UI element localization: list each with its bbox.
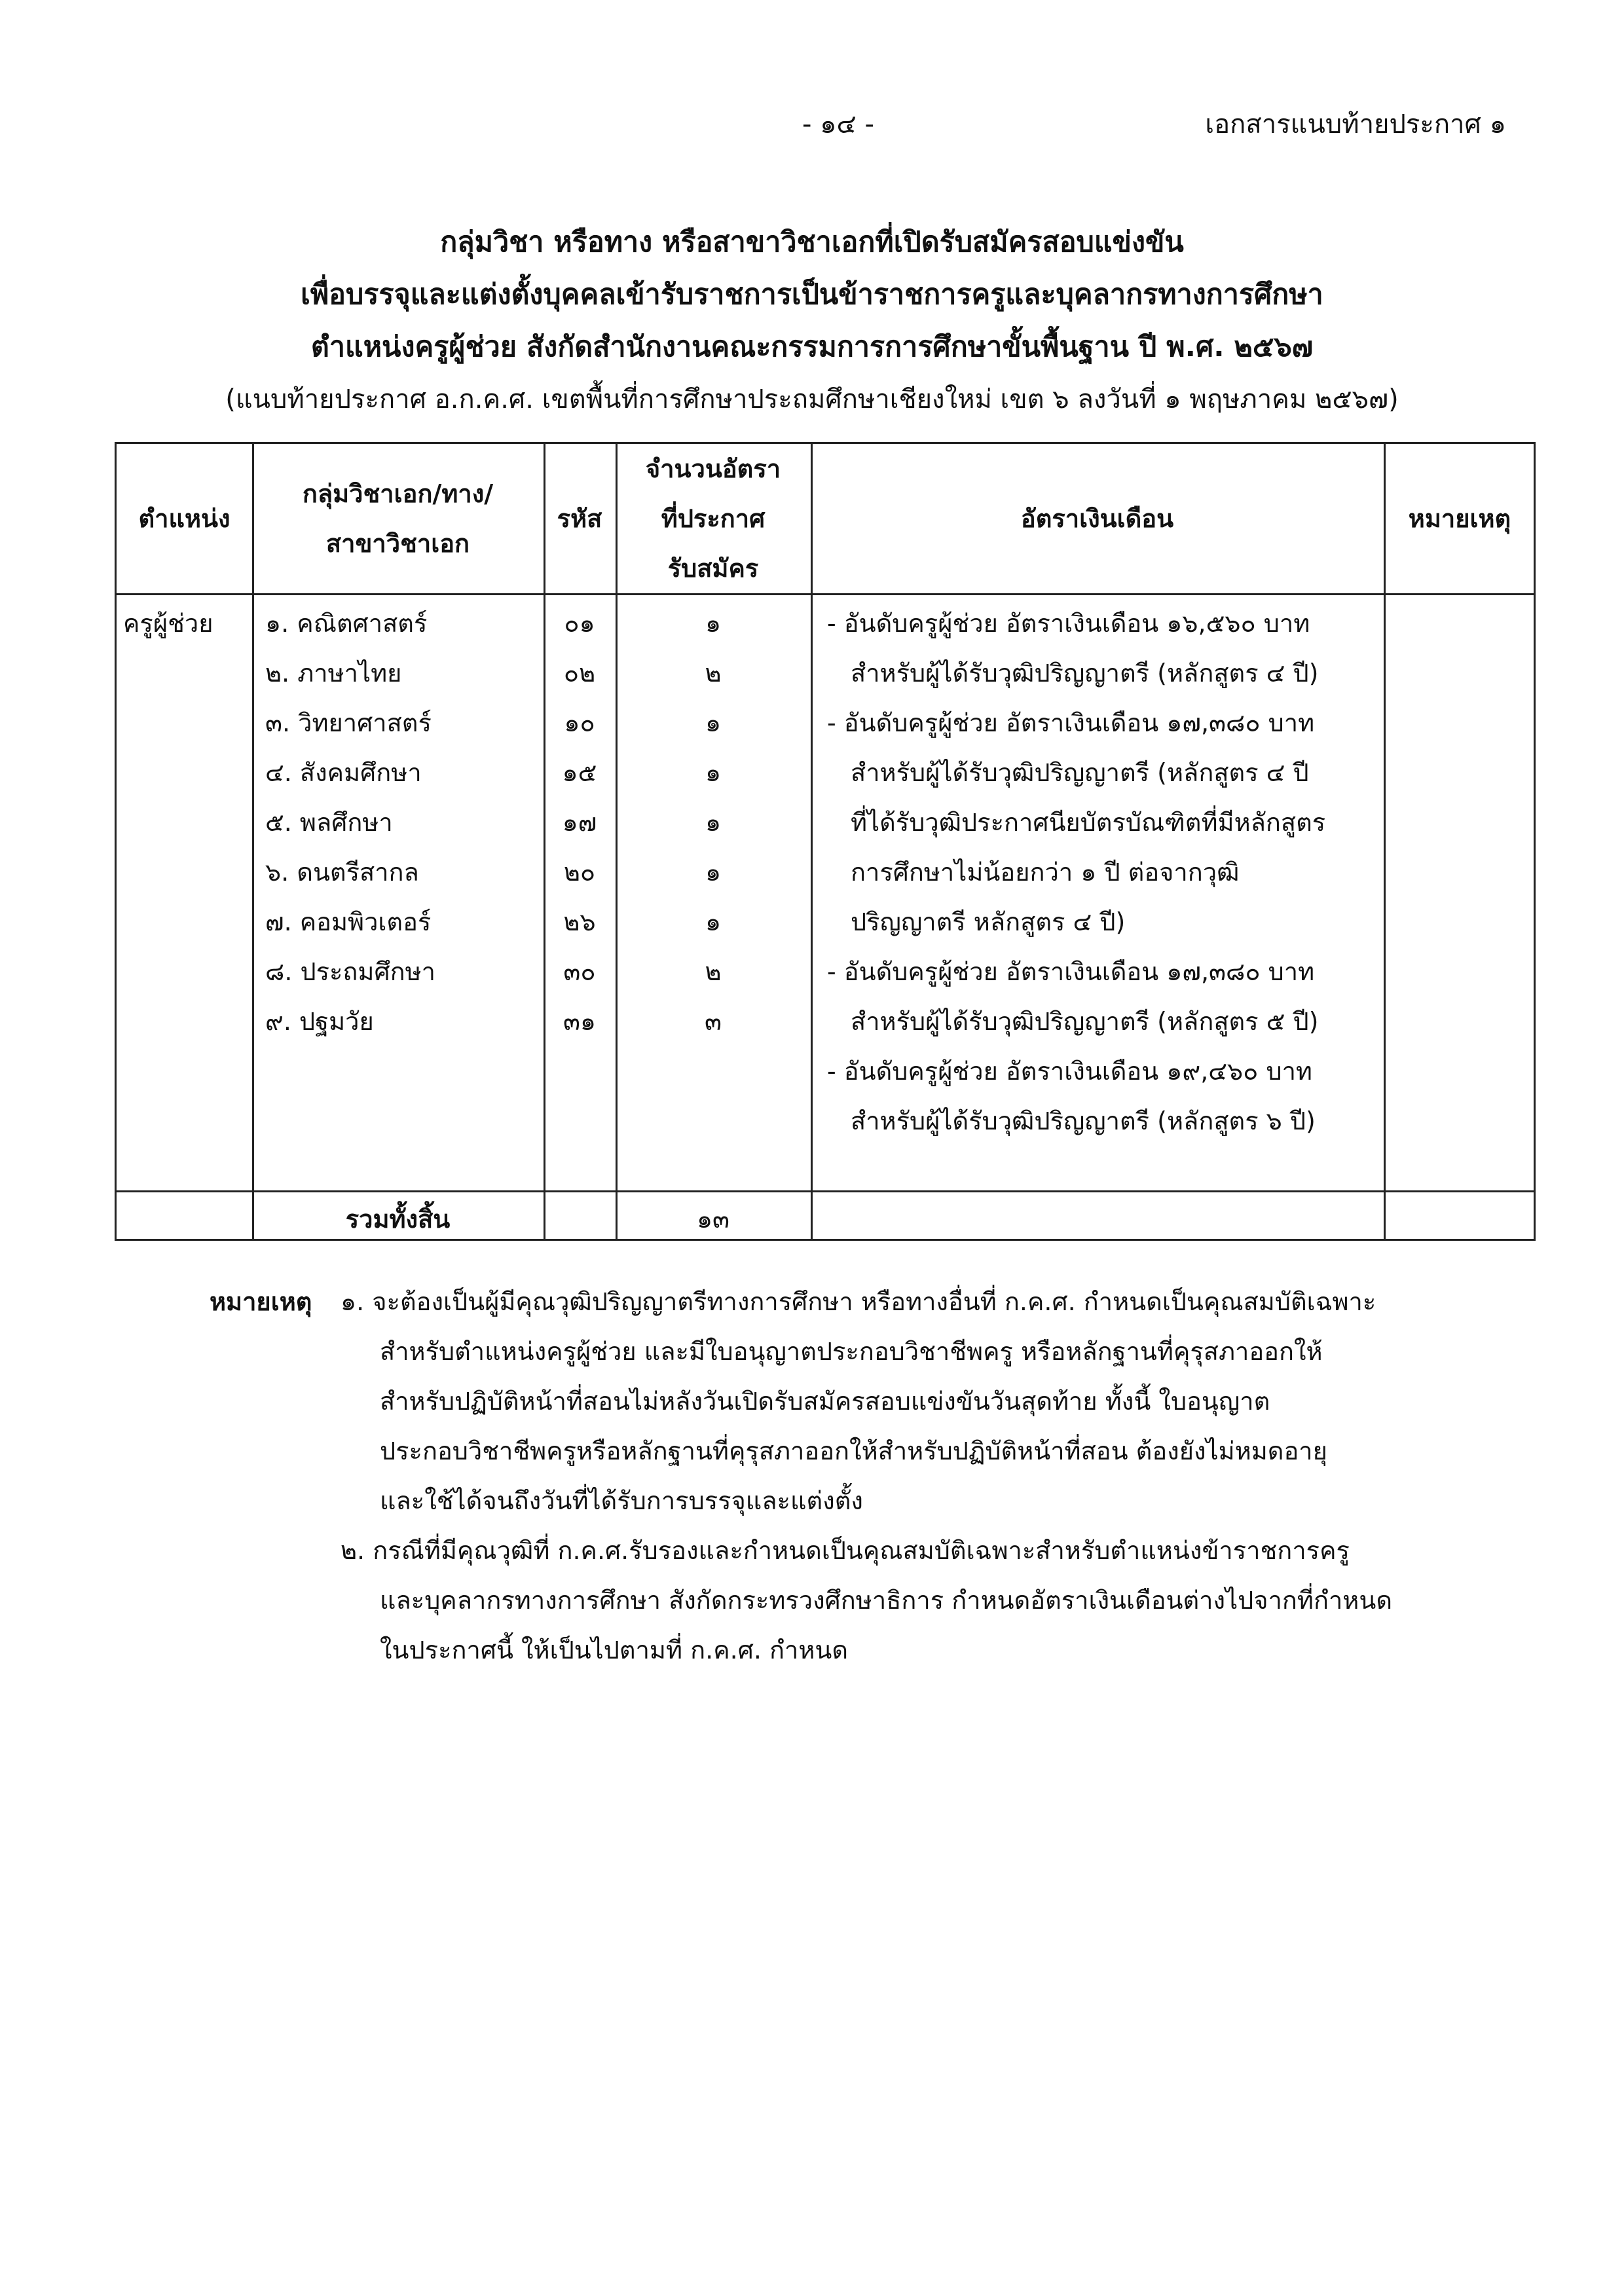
salary-line: สำหรับผู้ได้รับวุฒิปริญญาตรี (หลักสูตร ๕ ปี) — [851, 1007, 1319, 1036]
subject-cell: ๔. สังคมศึกษา — [265, 758, 422, 787]
title-line-3: ตำแหน่งครูผู้ช่วย สังกัดสำนักงานคณะกรรมการการศึกษาขั้นพื้นฐาน ปี พ.ศ. ๒๕๖๗ — [310, 331, 1314, 363]
note-continuation: สำหรับปฏิบัติหน้าที่สอนไม่หลังวันเปิดรับสมัครสอบแข่งขันวันสุดท้าย ทั้งนี้ ใบอนุญาต — [380, 1387, 1270, 1416]
salary-line: สำหรับผู้ได้รับวุฒิปริญญาตรี (หลักสูตร ๔ ปี — [851, 758, 1309, 787]
salary-line: - อันดับครูผู้ช่วย อัตราเงินเดือน ๑๗,๓๘๐ บาท — [827, 957, 1315, 986]
note-continuation: สำหรับตำแหน่งครูผู้ช่วย และมีใบอนุญาตประกอบวิชาชีพครู หรือหลักฐานที่คุรุสภาออกให้ — [380, 1337, 1323, 1366]
header-subject — [252, 444, 544, 593]
note-continuation: ประกอบวิชาชีพครูหรือหลักฐานที่คุรุสภาออกให้สำหรับปฏิบัติหน้าที่สอน ต้องยังไม่หมดอายุ — [380, 1437, 1327, 1465]
header-remarks: หมายเหตุ — [1408, 504, 1511, 533]
header-count — [616, 444, 811, 593]
header-position: ตำแหน่ง — [138, 504, 231, 533]
salary-line: ที่ได้รับวุฒิประกาศนียบัตรบัณฑิตที่มีหลักสูตร — [851, 808, 1326, 837]
header-divider — [117, 593, 1534, 595]
header-count-line-2: ที่ประกาศ — [661, 504, 766, 533]
count-cell: ๑ — [705, 609, 722, 638]
count-cell: ๒ — [705, 957, 722, 986]
subject-cell: ๑. คณิตศาสตร์ — [265, 609, 428, 638]
salary-line: สำหรับผู้ได้รับวุฒิปริญญาตรี (หลักสูตร ๖ ปี) — [851, 1107, 1316, 1135]
positions-table — [115, 442, 1536, 1241]
subject-cell: ๓. วิทยาศาสตร์ — [265, 708, 432, 737]
header-code: รหัส — [557, 504, 602, 533]
header-count-line-3: รับสมัคร — [667, 554, 759, 583]
subject-cell: ๘. ประถมศึกษา — [265, 957, 435, 986]
count-cell: ๑ — [705, 858, 722, 887]
code-cell: ๑๐ — [564, 708, 595, 737]
salary-line: - อันดับครูผู้ช่วย อัตราเงินเดือน ๑๖,๕๖๐ บาท — [827, 609, 1310, 638]
code-cell: ๐๒ — [563, 659, 596, 688]
subject-cell: ๕. พลศึกษา — [265, 808, 393, 837]
code-cell: ๒๖ — [563, 908, 596, 936]
note-item: ๒. กรณีที่มีคุณวุฒิที่ ก.ค.ศ.รับรองและกำหนดเป็นคุณสมบัติเฉพาะสำหรับตำแหน่งข้าราชการครู — [341, 1536, 1350, 1565]
salary-cell — [827, 598, 1325, 1146]
code-cell: ๑๗ — [562, 808, 597, 837]
header-subject-line-2: สาขาวิชาเอก — [325, 529, 470, 558]
document-title — [0, 216, 1624, 426]
notes-label: หมายเหตุ — [210, 1287, 312, 1316]
count-cell: ๑ — [705, 758, 722, 787]
title-line-2: เพื่อบรรจุและแต่งตั้งบุคคลเข้ารับราชการเป็นข้าราชการครูและบุคลากรทางการศึกษา — [301, 278, 1323, 311]
count-cell: ๒ — [705, 659, 722, 688]
subject-cell: ๖. ดนตรีสากล — [265, 858, 419, 887]
title-line-1: กลุ่มวิชา หรือทาง หรือสาขาวิชาเอกที่เปิดรับสมัครสอบแข่งขัน — [440, 226, 1184, 259]
total-row-divider — [117, 1190, 1534, 1192]
count-cell: ๑ — [705, 908, 722, 936]
count-cell: ๑ — [705, 808, 722, 837]
code-cell: ๐๑ — [564, 609, 595, 638]
code-cell: ๓๑ — [563, 1007, 597, 1036]
salary-line: สำหรับผู้ได้รับวุฒิปริญญาตรี (หลักสูตร ๔ ปี) — [851, 659, 1319, 688]
header-salary: อัตราเงินเดือน — [1020, 504, 1174, 533]
total-count: ๑๓ — [696, 1205, 730, 1234]
note-continuation: ในประกาศนี้ ให้เป็นไปตามที่ ก.ค.ศ. กำหนด — [380, 1636, 849, 1664]
note-item: ๑. จะต้องเป็นผู้มีคุณวุฒิปริญญาตรีทางการศึกษา หรือทางอื่นที่ ก.ค.ศ. กำหนดเป็นคุณสมบัติเฉพาะ — [341, 1287, 1376, 1316]
subject-cell: ๒. ภาษาไทย — [265, 659, 402, 688]
total-label: รวมทั้งสิ้น — [345, 1205, 451, 1234]
subject-cell: ๗. คอมพิวเตอร์ — [265, 908, 432, 936]
note-continuation: และใช้ได้จนถึงวันที่ได้รับการบรรจุและแต่งตั้ง — [380, 1486, 863, 1515]
code-cell: ๓๐ — [563, 957, 596, 986]
header-count-line-1: จำนวนอัตรา — [645, 454, 781, 483]
title-subtitle: (แนบท้ายประกาศ อ.ก.ค.ศ. เขตพื้นที่การศึกษาประถมศึกษาเชียงใหม่ เขต ๖ ลงวันที่ ๑ พฤษภาคม ๒๕๖๗) — [225, 384, 1399, 414]
salary-line: ปริญญาตรี หลักสูตร ๔ ปี) — [851, 908, 1126, 936]
position-cell: ครูผู้ช่วย — [123, 609, 213, 638]
salary-line: การศึกษาไม่น้อยกว่า ๑ ปี ต่อจากวุฒิ — [851, 858, 1240, 887]
salary-line: - อันดับครูผู้ช่วย อัตราเงินเดือน ๑๙,๔๖๐ บาท — [827, 1057, 1312, 1086]
header-subject-line-1: กลุ่มวิชาเอก/ทาง/ — [302, 479, 494, 508]
attachment-label: เอกสารแนบท้ายประกาศ ๑ — [1205, 109, 1506, 139]
note-continuation: และบุคลากรทางการศึกษา สังกัดกระทรวงศึกษาธิการ กำหนดอัตราเงินเดือนต่างไปจากที่กำหนด — [380, 1586, 1393, 1615]
salary-lines — [827, 598, 1325, 1146]
count-cell: ๑ — [705, 708, 722, 737]
count-cell: ๓ — [705, 1007, 722, 1036]
code-cell: ๑๕ — [562, 758, 597, 787]
code-cell: ๒๐ — [563, 858, 596, 887]
salary-line: - อันดับครูผู้ช่วย อัตราเงินเดือน ๑๗,๓๘๐ บาท — [827, 708, 1315, 737]
subject-cell: ๙. ปฐมวัย — [265, 1007, 374, 1036]
page-number: - ๑๔ - — [802, 109, 874, 139]
